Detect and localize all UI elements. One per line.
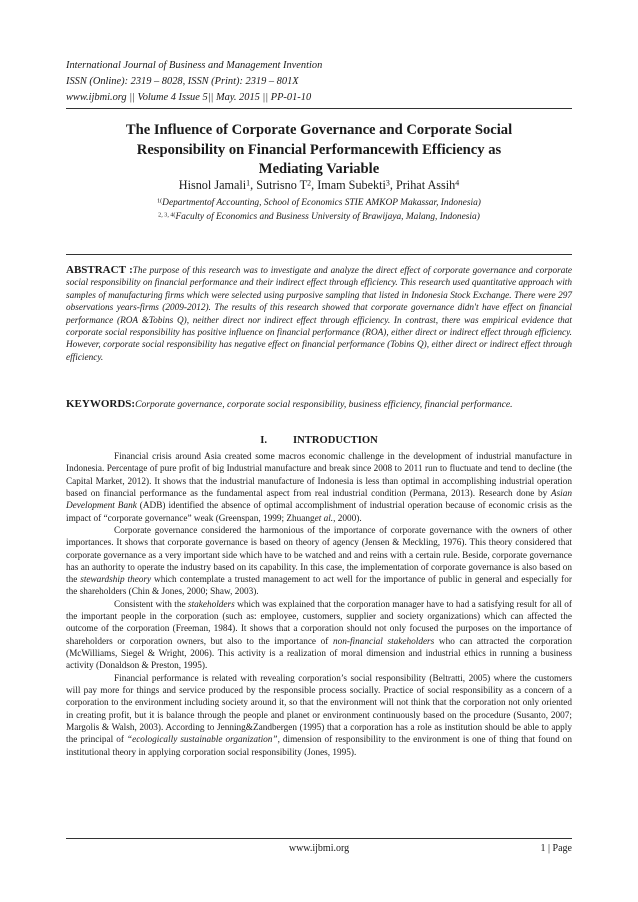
author-list bbox=[66, 177, 572, 193]
emphasis-text: stewardship theory bbox=[80, 575, 152, 586]
paragraph-text: which contemplate a trusted management to act well for the importance of public in general and especially for the shareholders (Chin & Jones, 2000; Shaw, 2003). bbox=[66, 575, 572, 598]
paragraph-text: Consistent with the bbox=[114, 599, 188, 610]
author-superscript: 1 bbox=[246, 178, 251, 188]
section-number: I. bbox=[260, 435, 267, 446]
paragraph-text: Financial crisis around Asia created some macros economic challenge in the development of industrial manufacture in Indonesia. Percentage of pure profit of big Industrial manufacture and break since 2008 to 2011 run to fluctuate and tend to decline (the Capital Market, 2012). It shows that the industrial manufacture of Indonesia is less than optimal in accomplishing industrial operation based on financial performance as the fundamental aspect from real industrial condition (Permana, 2013). Research done by bbox=[66, 452, 572, 499]
title-line: The Influence of Corporate Governance and Corporate Social bbox=[125, 122, 513, 138]
journal-header bbox=[66, 58, 566, 106]
page-number: 1 | Page bbox=[540, 843, 572, 854]
author-separator: , bbox=[389, 178, 396, 192]
paragraph-text: (ADB) identified the absence of optimal accomplishment of industrial operation because of economic crisis as the impact of “corporate governance” weak (Greenspan, 1999; Zhuang bbox=[66, 501, 572, 524]
author-superscript: 4 bbox=[455, 178, 460, 188]
paragraph-text: Financial performance is related with revealing corporation’s social responsibility (Beltratti, 2005) where the customers will pay more for things and service produced by the responsible process socially. Practice of social responsibility as a concern of a corporation to the environment including society around it, so that the environment will not think that the corporation not only oriented in creating profit, but it is balance through the people and planet or environment continuously based on the procedure (Susanto, 2007; Margolis & Walsh, 2003). According to Jenning&Zandbergen (1995) that a corporation has a role as institution should be able to apply the principal of bbox=[66, 673, 572, 746]
author-separator: , bbox=[250, 178, 257, 192]
affiliation-text: Faculty of Economics and Business University of Brawijaya, Malang, Indonesia) bbox=[175, 212, 480, 222]
emphasis-text: et al. bbox=[314, 513, 334, 524]
author-separator: , bbox=[311, 178, 318, 192]
author-name: Hisnol Jamali bbox=[178, 178, 247, 192]
journal-issn: ISSN (Online): 2319 – 8028, ISSN (Print): 2319 – 801X bbox=[66, 76, 299, 87]
paragraph-text: Corporate governance considered the harmonious of the importance of corporate governance with the owners of other importances. It shows that corporate governance is based on theory of agency (Jensen & Meckling, 1976). This theory considered that corporate governance as a very important side which have to be watched and and reins with a certain rule. Beside, corporate governance has an authority to operate the industry based on its capability. In this case, the implementation of corporate governance is also based on the bbox=[66, 525, 572, 586]
footer-website: www.ijbmi.org bbox=[288, 843, 350, 854]
header-rule bbox=[66, 108, 572, 109]
emphasis-text: non-financial stakeholders bbox=[333, 636, 435, 647]
section-title: INTRODUCTION bbox=[293, 435, 378, 446]
section-heading bbox=[66, 435, 572, 446]
author-name: Sutrisno T bbox=[256, 178, 308, 192]
emphasis-text: Asian Development Bank bbox=[66, 488, 572, 512]
title-line: Mediating Variable bbox=[258, 161, 380, 177]
emphasis-text: stakeholders bbox=[187, 599, 235, 610]
keywords-text: Corporate governance, corporate social responsibility, business efficiency, financial performance. bbox=[135, 399, 513, 410]
paragraph bbox=[66, 525, 572, 599]
affiliation bbox=[66, 197, 572, 209]
author-name: Prihat Assih bbox=[395, 178, 456, 192]
footer-rule bbox=[66, 838, 572, 839]
paragraph bbox=[66, 673, 572, 759]
affiliation-superscript: 1( bbox=[157, 198, 163, 205]
keywords bbox=[66, 398, 572, 412]
introduction-body bbox=[66, 451, 572, 759]
emphasis-text: “ecologically sustainable organization”, bbox=[126, 735, 280, 746]
paragraph bbox=[66, 599, 572, 673]
journal-name: International Journal of Business and Management Invention bbox=[66, 60, 323, 71]
author-superscript: 3 bbox=[385, 178, 390, 188]
paragraph bbox=[66, 451, 572, 525]
paragraph-text: who can attracted the corporation (McWilliams, Siegel & Wright, 2006). This activity is a realization of moral dimension and industrial ethics in running a business activity (Donaldson & Preston, 1995). bbox=[66, 636, 572, 672]
keywords-label: KEYWORDS: bbox=[66, 398, 136, 410]
affiliation-superscript: 2, 3, 4( bbox=[158, 212, 176, 219]
abstract-label: ABSTRACT : bbox=[66, 264, 133, 276]
paragraph-text: dimension of responsibility to the environment is one of thing that found on institutional theory in applying corporation social responsibility (Jones, 1995). bbox=[66, 735, 572, 758]
affiliation bbox=[66, 211, 572, 223]
abstract bbox=[66, 264, 572, 364]
journal-volume-info: www.ijbmi.org || Volume 4 Issue 5|| May. 2015 || PP-01-10 bbox=[66, 92, 312, 103]
author-name: Imam Subekti bbox=[317, 178, 386, 192]
paragraph-text: which was explained that the corporation manager have to had a satisfying result for all of the important people in the corporation (such as: employee, customers, supplier and society organizations) which can affected the outcome of the corporation (Freeman, 1984). It shows that a corporation should not only focused the purposes on the importance of shareholders or corporation owners, but also to the importance of bbox=[66, 599, 572, 647]
author-superscript: 2 bbox=[307, 178, 312, 188]
abstract-text: The purpose of this research was to investigate and analyze the direct effect of corporate governance and corporate social responsibility on financial performance and their indirect effect through efficiency. This research used quantitative approach with samples of manufacturing firms which were selected using purposive sampling that listed in Indonesia Stock Exchange. There were 297 observations years-firms (2009-2012). The results of this research showed that corporate governance didn't have effect on financial performance (ROA &Tobins Q), neither direct nor indirect effect through efficiency. In contrast, there was empirical evidence that corporate social responsibility has positive influence on financial performance (ROA), either direct or indirect effect through efficiency. However, corporate social responsibility has negative effect on financial performance (Tobins Q), either direct or indirect effect through efficiency. bbox=[66, 266, 573, 363]
abstract-rule bbox=[66, 254, 572, 255]
affiliation-text: Departmentof Accounting, School of Economics STIE AMKOP Makassar, Indonesia) bbox=[162, 198, 481, 208]
paper-title bbox=[66, 121, 572, 180]
title-line: Responsibility on Financial Performancewith Efficiency as bbox=[136, 141, 502, 158]
paragraph-text: , 2000). bbox=[333, 513, 362, 524]
